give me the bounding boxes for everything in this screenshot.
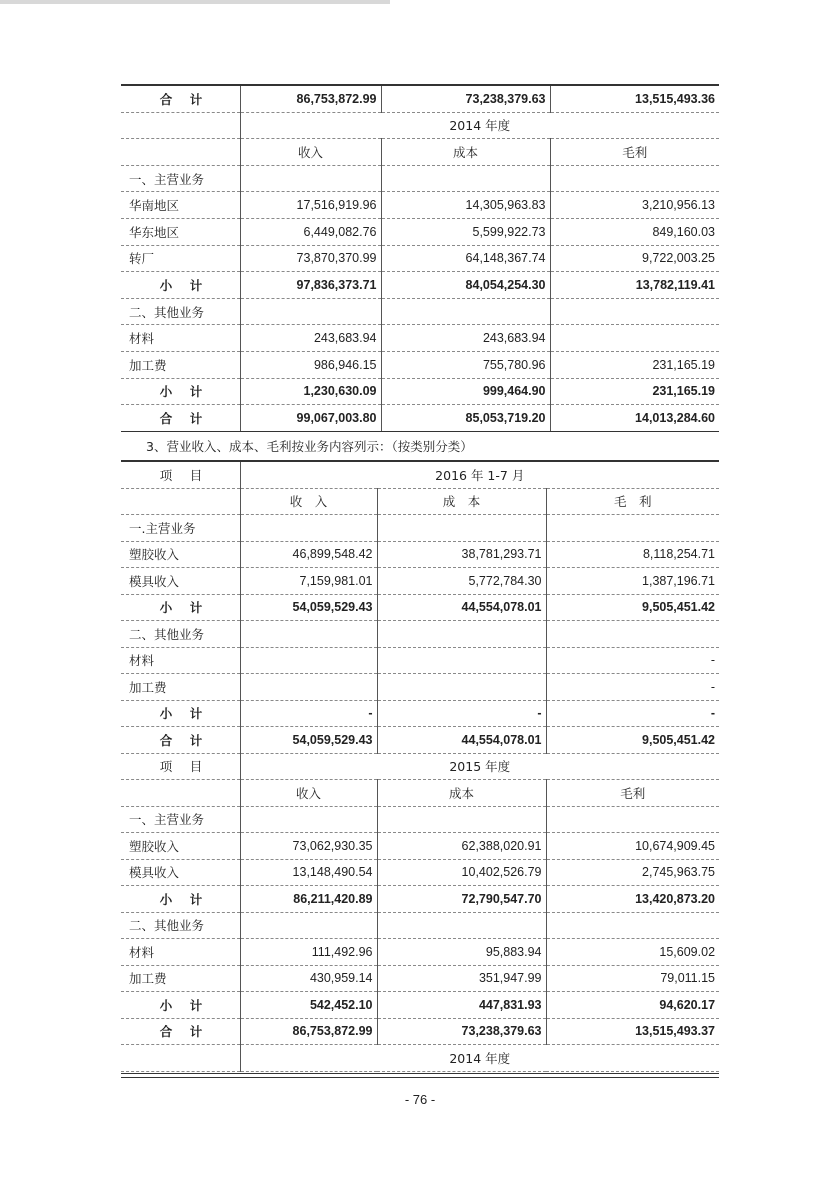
- row-label: 项 目: [121, 753, 240, 780]
- revenue-cell: [240, 912, 377, 939]
- revenue-cell: 73,062,930.35: [240, 833, 377, 860]
- row-label: 材料: [121, 939, 240, 966]
- row-label: 合 计: [121, 405, 240, 432]
- gross-profit-cell: [550, 165, 719, 192]
- cost-cell: 84,054,254.30: [381, 272, 550, 299]
- cost-cell: 73,238,379.63: [381, 85, 550, 112]
- revenue-cell: [240, 515, 377, 542]
- column-header: 收 入: [240, 488, 377, 515]
- row-label: 二、其他业务: [121, 298, 240, 325]
- gross-profit-cell: 849,160.03: [550, 218, 719, 245]
- table-row: [121, 859, 719, 886]
- gross-profit-cell: 79,011.15: [546, 965, 719, 992]
- column-header: 成本: [381, 139, 550, 166]
- period-header: 2015 年度: [240, 753, 719, 780]
- gross-profit-cell: 15,609.02: [546, 939, 719, 966]
- cost-cell: 10,402,526.79: [377, 859, 546, 886]
- gross-profit-cell: [546, 806, 719, 833]
- table-row: [121, 621, 719, 648]
- revenue-cell: 1,230,630.09: [240, 378, 381, 405]
- row-label: [121, 139, 240, 166]
- gross-profit-cell: 231,165.19: [550, 378, 719, 405]
- cost-cell: 243,683.94: [381, 325, 550, 352]
- revenue-cell: 986,946.15: [240, 351, 381, 378]
- table-row: [121, 378, 719, 405]
- revenue-cell: 17,516,919.96: [240, 192, 381, 219]
- cost-cell: 447,831.93: [377, 992, 546, 1019]
- column-header: 毛利: [546, 780, 719, 807]
- gross-profit-cell: 1,387,196.71: [546, 568, 719, 595]
- revenue-cell: 99,067,003.80: [240, 405, 381, 432]
- table-row: [121, 192, 719, 219]
- row-label: 一、主营业务: [121, 165, 240, 192]
- cost-cell: 5,772,784.30: [377, 568, 546, 595]
- table-row: [121, 753, 719, 780]
- gross-profit-cell: 2,745,963.75: [546, 859, 719, 886]
- row-label: 材料: [121, 647, 240, 674]
- column-header: 毛利: [550, 139, 719, 166]
- cost-cell: 44,554,078.01: [377, 594, 546, 621]
- cost-cell: [377, 621, 546, 648]
- revenue-cell: 86,211,420.89: [240, 886, 377, 913]
- page-number: - 76 -: [404, 1092, 436, 1107]
- table-row: [121, 886, 719, 913]
- cost-cell: 72,790,547.70: [377, 886, 546, 913]
- row-label: 合 计: [121, 727, 240, 754]
- table-row: [121, 568, 719, 595]
- cost-cell: 755,780.96: [381, 351, 550, 378]
- table-row: [121, 515, 719, 542]
- table-row: [121, 833, 719, 860]
- row-label: [121, 488, 240, 515]
- row-label: 华南地区: [121, 192, 240, 219]
- row-label: 二、其他业务: [121, 912, 240, 939]
- cost-cell: 64,148,367.74: [381, 245, 550, 272]
- revenue-by-category-table: [121, 460, 719, 1072]
- gross-profit-cell: 8,118,254.71: [546, 541, 719, 568]
- cost-cell: [377, 912, 546, 939]
- cost-cell: -: [377, 700, 546, 727]
- row-label: 模具收入: [121, 859, 240, 886]
- gross-profit-cell: -: [546, 647, 719, 674]
- row-label: 小 计: [121, 272, 240, 299]
- gross-profit-cell: 10,674,909.45: [546, 833, 719, 860]
- gross-profit-cell: 14,013,284.60: [550, 405, 719, 432]
- gross-profit-cell: 13,782,119.41: [550, 272, 719, 299]
- gross-profit-cell: 9,505,451.42: [546, 594, 719, 621]
- table-row: [121, 541, 719, 568]
- revenue-cell: 97,836,373.71: [240, 272, 381, 299]
- row-label: [121, 1045, 240, 1072]
- cost-cell: 999,464.90: [381, 378, 550, 405]
- table-row: [121, 351, 719, 378]
- revenue-cell: 243,683.94: [240, 325, 381, 352]
- row-label: 小 计: [121, 594, 240, 621]
- revenue-cell: 73,870,370.99: [240, 245, 381, 272]
- table-row: [121, 647, 719, 674]
- table-row: [121, 488, 719, 515]
- table-row: [121, 1018, 719, 1045]
- cost-cell: 14,305,963.83: [381, 192, 550, 219]
- revenue-cell: -: [240, 700, 377, 727]
- cost-cell: 73,238,379.63: [377, 1018, 546, 1045]
- row-label: 小 计: [121, 378, 240, 405]
- gross-profit-cell: [550, 298, 719, 325]
- gross-profit-cell: [546, 912, 719, 939]
- table-row: [121, 325, 719, 352]
- cost-cell: [381, 298, 550, 325]
- revenue-cell: [240, 647, 377, 674]
- table-row: [121, 272, 719, 299]
- row-label: 模具收入: [121, 568, 240, 595]
- cost-cell: [377, 515, 546, 542]
- revenue-table-continued: [121, 84, 719, 432]
- gross-profit-cell: 13,420,873.20: [546, 886, 719, 913]
- revenue-cell: [240, 621, 377, 648]
- period-header: 2014 年度: [240, 1045, 719, 1072]
- table-row: [121, 912, 719, 939]
- revenue-cell: [240, 674, 377, 701]
- row-label: 合 计: [121, 1018, 240, 1045]
- cost-cell: 44,554,078.01: [377, 727, 546, 754]
- table-row: [121, 806, 719, 833]
- row-label: 小 计: [121, 700, 240, 727]
- gross-profit-cell: -: [546, 674, 719, 701]
- column-header: 毛 利: [546, 488, 719, 515]
- table-row: [121, 461, 719, 488]
- cost-cell: 85,053,719.20: [381, 405, 550, 432]
- cost-cell: [381, 165, 550, 192]
- cost-cell: [377, 647, 546, 674]
- row-label: 转厂: [121, 245, 240, 272]
- cost-cell: [377, 674, 546, 701]
- column-header: 成 本: [377, 488, 546, 515]
- gross-profit-cell: 9,505,451.42: [546, 727, 719, 754]
- row-label: 一、主营业务: [121, 806, 240, 833]
- table-row: [121, 939, 719, 966]
- revenue-cell: 13,148,490.54: [240, 859, 377, 886]
- revenue-cell: 542,452.10: [240, 992, 377, 1019]
- table-row: [121, 139, 719, 166]
- cost-cell: 38,781,293.71: [377, 541, 546, 568]
- revenue-cell: 86,753,872.99: [240, 85, 381, 112]
- cost-cell: [377, 806, 546, 833]
- gross-profit-cell: 3,210,956.13: [550, 192, 719, 219]
- column-header: 收入: [240, 780, 377, 807]
- table-row: [121, 112, 719, 139]
- table-row: [121, 245, 719, 272]
- table-row: [121, 594, 719, 621]
- table-row: [121, 965, 719, 992]
- table-row: [121, 700, 719, 727]
- table-bottom-rule: [121, 1073, 719, 1078]
- gross-profit-cell: 94,620.17: [546, 992, 719, 1019]
- table-row: [121, 298, 719, 325]
- cost-cell: 95,883.94: [377, 939, 546, 966]
- table-row: [121, 165, 719, 192]
- revenue-cell: 54,059,529.43: [240, 727, 377, 754]
- table-row: [121, 1045, 719, 1072]
- period-header: 2014 年度: [240, 112, 719, 139]
- gross-profit-cell: 13,515,493.36: [550, 85, 719, 112]
- column-header: 成本: [377, 780, 546, 807]
- gross-profit-cell: [546, 621, 719, 648]
- table-row: [121, 674, 719, 701]
- row-label: 小 计: [121, 886, 240, 913]
- row-label: 合 计: [121, 85, 240, 112]
- table-row: [121, 218, 719, 245]
- gross-profit-cell: [546, 515, 719, 542]
- revenue-cell: 86,753,872.99: [240, 1018, 377, 1045]
- cost-cell: 351,947.99: [377, 965, 546, 992]
- row-label: 项 目: [121, 461, 240, 488]
- revenue-cell: [240, 806, 377, 833]
- gross-profit-cell: [550, 325, 719, 352]
- scan-edge-strip: [0, 0, 390, 4]
- row-label: 塑胶收入: [121, 541, 240, 568]
- revenue-cell: 6,449,082.76: [240, 218, 381, 245]
- gross-profit-cell: -: [546, 700, 719, 727]
- table-row: [121, 780, 719, 807]
- period-header: 2016 年 1-7 月: [240, 461, 719, 488]
- column-header: 收入: [240, 139, 381, 166]
- revenue-cell: 46,899,548.42: [240, 541, 377, 568]
- revenue-cell: [240, 165, 381, 192]
- cost-cell: 5,599,922.73: [381, 218, 550, 245]
- row-label: 华东地区: [121, 218, 240, 245]
- revenue-cell: 111,492.96: [240, 939, 377, 966]
- row-label: 加工费: [121, 674, 240, 701]
- gross-profit-cell: 13,515,493.37: [546, 1018, 719, 1045]
- gross-profit-cell: 231,165.19: [550, 351, 719, 378]
- row-label: 小 计: [121, 992, 240, 1019]
- table-row: [121, 992, 719, 1019]
- row-label: 加工费: [121, 351, 240, 378]
- row-label: 加工费: [121, 965, 240, 992]
- table-row: [121, 727, 719, 754]
- revenue-cell: 7,159,981.01: [240, 568, 377, 595]
- revenue-cell: 430,959.14: [240, 965, 377, 992]
- table-row: [121, 405, 719, 432]
- row-label: [121, 780, 240, 807]
- cost-cell: 62,388,020.91: [377, 833, 546, 860]
- table-row: [121, 85, 719, 112]
- row-label: [121, 112, 240, 139]
- row-label: 一.主营业务: [121, 515, 240, 542]
- gross-profit-cell: 9,722,003.25: [550, 245, 719, 272]
- row-label: 塑胶收入: [121, 833, 240, 860]
- revenue-cell: [240, 298, 381, 325]
- row-label: 材料: [121, 325, 240, 352]
- section-title: 3、营业收入、成本、毛利按业务内容列示：（按类别分类）: [146, 439, 473, 454]
- row-label: 二、其他业务: [121, 621, 240, 648]
- revenue-cell: 54,059,529.43: [240, 594, 377, 621]
